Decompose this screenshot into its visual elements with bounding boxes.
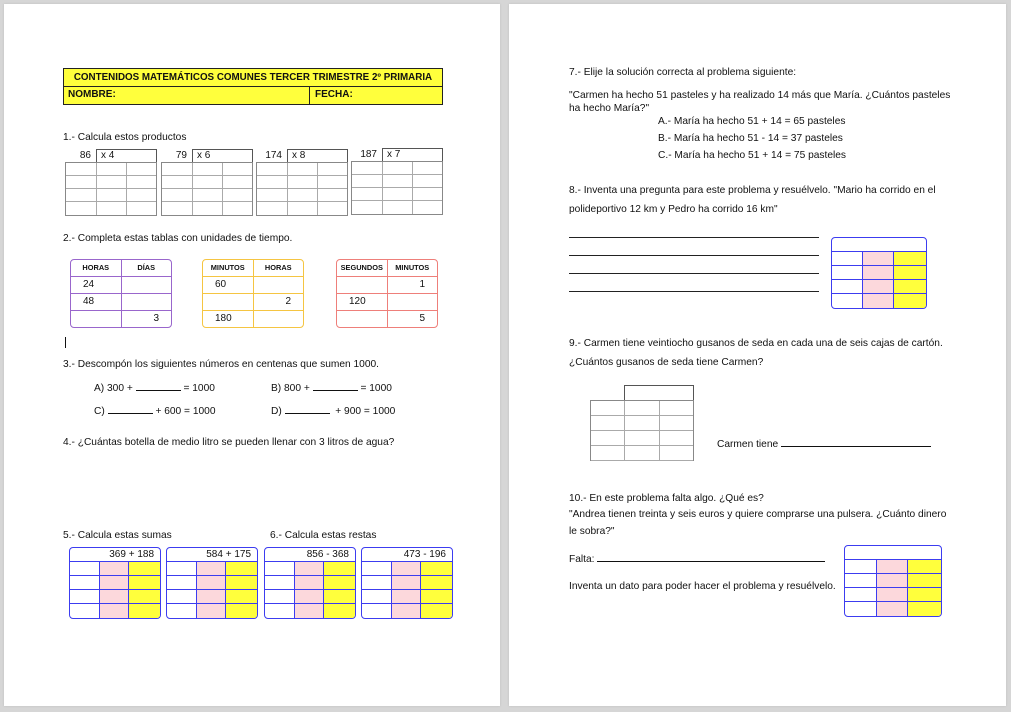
- grid-cell[interactable]: [421, 590, 452, 604]
- grid-cell[interactable]: [66, 163, 97, 176]
- grid-cell[interactable]: [288, 202, 318, 215]
- grid-cell[interactable]: [197, 604, 226, 618]
- grid-cell[interactable]: [863, 266, 894, 280]
- q10-missing[interactable]: Falta:: [569, 552, 825, 566]
- date-field[interactable]: FECHA:: [315, 89, 353, 100]
- grid-cell[interactable]: [127, 202, 156, 215]
- q10-problem-line2: le sobra?": [569, 526, 615, 537]
- grid-cell[interactable]: [392, 590, 421, 604]
- column-header: MINUTOS: [203, 260, 253, 276]
- q3-item-c[interactable]: C) + 600 = 1000: [94, 406, 216, 417]
- worksheet-page-2: [509, 4, 1006, 706]
- grid-cell[interactable]: [167, 576, 197, 590]
- table-cell[interactable]: 24: [71, 276, 121, 293]
- grid-cell[interactable]: [70, 576, 100, 590]
- grid-cell[interactable]: [625, 446, 660, 461]
- answer-line[interactable]: [569, 273, 819, 274]
- grid-cell[interactable]: [894, 280, 926, 294]
- grid-cell[interactable]: [193, 189, 223, 202]
- grid-cell[interactable]: [129, 604, 160, 618]
- grid-cell[interactable]: [66, 202, 97, 215]
- grid-cell[interactable]: [97, 163, 127, 176]
- grid-cell[interactable]: [845, 588, 877, 602]
- operation-label: 856 - 368: [265, 548, 355, 562]
- subtraction-grid[interactable]: [264, 547, 356, 619]
- grid-cell[interactable]: [324, 576, 355, 590]
- grid-cell[interactable]: [257, 202, 288, 215]
- table-cell[interactable]: 5: [387, 310, 437, 327]
- q1-title: 1.- Calcula estos productos: [63, 132, 187, 143]
- grid-cell[interactable]: [421, 562, 452, 576]
- table-cell[interactable]: [337, 276, 387, 293]
- grid-cell[interactable]: [908, 602, 941, 616]
- grid-cell[interactable]: [288, 176, 318, 189]
- grid-cell[interactable]: [66, 189, 97, 202]
- grid-cell[interactable]: [97, 202, 127, 215]
- grid-cell[interactable]: [832, 252, 863, 266]
- grid-cell[interactable]: [127, 176, 156, 189]
- q7-problem: "Carmen ha hecho 51 pasteles y ha realizado 14 más que María. ¿Cuántos pasteles ha hecho María?": [569, 90, 951, 114]
- grid-cell[interactable]: [591, 446, 625, 461]
- grid-cell[interactable]: [193, 202, 223, 215]
- grid-cell[interactable]: [100, 576, 129, 590]
- worksheet-page-1: [4, 4, 500, 706]
- answer-blank[interactable]: [108, 404, 153, 414]
- grid-cell[interactable]: [127, 163, 156, 176]
- grid-cell[interactable]: [100, 590, 129, 604]
- grid-cell[interactable]: [70, 590, 100, 604]
- grid-cell[interactable]: [257, 163, 288, 176]
- grid-cell[interactable]: [845, 574, 877, 588]
- subtraction-grid[interactable]: [361, 547, 453, 619]
- q7-option-c[interactable]: C.- María ha hecho 51 + 14 = 75 pasteles: [658, 150, 847, 161]
- q3-item-d[interactable]: D) + 900 = 1000: [271, 406, 396, 417]
- q3-title: 3.- Descompón los siguientes números en centenas que sumen 1000.: [63, 359, 380, 370]
- grid-cell[interactable]: [197, 576, 226, 590]
- grid-cell[interactable]: [257, 189, 288, 202]
- column-header: HORAS: [71, 260, 121, 276]
- table-cell[interactable]: [253, 310, 303, 327]
- multiplier: x 6: [192, 149, 253, 162]
- grid-cell[interactable]: [832, 294, 863, 308]
- time-table-hours-days[interactable]: [70, 259, 172, 328]
- grid-cell[interactable]: [226, 576, 257, 590]
- table-cell[interactable]: [121, 293, 171, 310]
- grid-cell[interactable]: [295, 604, 324, 618]
- table-cell[interactable]: [337, 310, 387, 327]
- grid-cell[interactable]: [908, 588, 941, 602]
- grid-cell[interactable]: [908, 560, 941, 574]
- grid-cell[interactable]: [877, 560, 908, 574]
- table-cell[interactable]: [253, 276, 303, 293]
- grid-cell[interactable]: [863, 294, 894, 308]
- time-table-seconds-minutes[interactable]: [336, 259, 438, 328]
- grid-cell[interactable]: [660, 401, 693, 416]
- grid-cell[interactable]: [70, 604, 100, 618]
- grid-cell[interactable]: [625, 401, 660, 416]
- grid-cell[interactable]: [591, 416, 625, 431]
- grid-cell[interactable]: [413, 201, 442, 214]
- grid-cell[interactable]: [877, 574, 908, 588]
- grid-cell[interactable]: [318, 176, 347, 189]
- column-header: SEGUNDOS: [337, 260, 387, 276]
- grid-cell[interactable]: [894, 252, 926, 266]
- grid-cell[interactable]: [863, 280, 894, 294]
- grid-cell[interactable]: [193, 176, 223, 189]
- grid-cell[interactable]: [894, 266, 926, 280]
- column-header: HORAS: [253, 260, 303, 276]
- grid-cell[interactable]: [591, 401, 625, 416]
- grid-cell[interactable]: [845, 602, 877, 616]
- table-cell[interactable]: 1: [387, 276, 437, 293]
- table-cell[interactable]: 48: [71, 293, 121, 310]
- grid-cell[interactable]: [167, 604, 197, 618]
- table-cell[interactable]: [387, 293, 437, 310]
- multiplication-grid[interactable]: [161, 149, 253, 216]
- operation-label: 584 + 175: [167, 548, 257, 562]
- q4-title: 4.- ¿Cuántas botella de medio litro se pueden llenar con 3 litros de agua?: [63, 437, 395, 448]
- q9-line1: 9.- Carmen tiene veintiocho gusanos de seda en cada una de seis cajas de cartón.: [569, 338, 943, 349]
- table-cell[interactable]: [203, 293, 253, 310]
- multiplier: x 8: [287, 149, 348, 162]
- grid-cell[interactable]: [392, 604, 421, 618]
- grid-cell[interactable]: [392, 576, 421, 590]
- header-table: [63, 68, 443, 105]
- grid-cell[interactable]: [318, 189, 347, 202]
- table-cell[interactable]: 2: [253, 293, 303, 310]
- q7-title: 7.- Elije la solución correcta al problema siguiente:: [569, 67, 797, 78]
- grid-cell[interactable]: [383, 175, 413, 188]
- grid-cell[interactable]: [591, 431, 625, 446]
- grid-cell[interactable]: [129, 576, 160, 590]
- grid-cell[interactable]: [162, 202, 193, 215]
- grid-cell[interactable]: [832, 280, 863, 294]
- grid-cell[interactable]: [162, 176, 193, 189]
- grid-cell[interactable]: [97, 176, 127, 189]
- grid-cell[interactable]: [318, 202, 347, 215]
- grid-cell[interactable]: [265, 576, 295, 590]
- grid-cell[interactable]: [362, 576, 392, 590]
- q7-option-b[interactable]: B.- María ha hecho 51 - 14 = 37 pasteles: [658, 133, 843, 144]
- answer-line[interactable]: [569, 237, 819, 238]
- grid-cell[interactable]: [318, 163, 347, 176]
- multiplication-grid[interactable]: [256, 149, 348, 216]
- operation-grid[interactable]: [831, 237, 927, 309]
- answer-line[interactable]: [569, 291, 819, 292]
- grid-cell[interactable]: [352, 201, 383, 214]
- grid-cell[interactable]: [324, 604, 355, 618]
- grid-cell[interactable]: [70, 562, 100, 576]
- grid-cell[interactable]: [167, 590, 197, 604]
- q9-line2: ¿Cuántos gusanos de seda tiene Carmen?: [569, 357, 764, 368]
- grid-cell[interactable]: [100, 562, 129, 576]
- time-table-minutes-hours[interactable]: [202, 259, 304, 328]
- grid-cell[interactable]: [845, 560, 877, 574]
- grid-cell[interactable]: [660, 446, 693, 461]
- operation-label: 473 - 196: [362, 548, 452, 562]
- table-cell[interactable]: [71, 310, 121, 327]
- grid-cell[interactable]: [223, 202, 252, 215]
- grid-cell[interactable]: [392, 562, 421, 576]
- q6-title: 6.- Calcula estas restas: [270, 530, 377, 541]
- q10-invent-text: Inventa un dato para poder hacer el problema y resuélvelo.: [569, 581, 836, 592]
- answer-blank[interactable]: [285, 404, 330, 414]
- grid-cell[interactable]: [832, 266, 863, 280]
- multiplication-grid[interactable]: [65, 149, 157, 216]
- grid-cell[interactable]: [413, 175, 442, 188]
- grid-cell[interactable]: [66, 176, 97, 189]
- grid-cell[interactable]: [894, 294, 926, 308]
- grid-cell[interactable]: [223, 176, 252, 189]
- grid-cell[interactable]: [288, 163, 318, 176]
- column-header: DÍAS: [121, 260, 171, 276]
- grid-cell[interactable]: [362, 604, 392, 618]
- answer-line[interactable]: [569, 255, 819, 256]
- grid-cell[interactable]: [223, 189, 252, 202]
- grid-cell[interactable]: [295, 576, 324, 590]
- q7-option-a[interactable]: A.- María ha hecho 51 + 14 = 65 pasteles: [658, 116, 846, 127]
- grid-cell[interactable]: [193, 163, 223, 176]
- table-cell[interactable]: 180: [203, 310, 253, 327]
- grid-cell[interactable]: [625, 431, 660, 446]
- grid-cell[interactable]: [226, 590, 257, 604]
- grid-cell[interactable]: [908, 574, 941, 588]
- multiplicand: 187: [360, 149, 377, 160]
- grid-cell[interactable]: [383, 162, 413, 175]
- grid-cell[interactable]: [352, 188, 383, 201]
- grid-cell[interactable]: [127, 189, 156, 202]
- grid-header-cell[interactable]: [845, 546, 941, 560]
- grid-cell[interactable]: [226, 604, 257, 618]
- grid-cell[interactable]: [223, 163, 252, 176]
- grid-cell[interactable]: [413, 162, 442, 175]
- grid-cell[interactable]: [129, 562, 160, 576]
- operation-grid[interactable]: [844, 545, 942, 617]
- grid-cell[interactable]: [877, 602, 908, 616]
- grid-header-cell[interactable]: [832, 238, 926, 252]
- addition-grid[interactable]: [166, 547, 258, 619]
- grid-cell[interactable]: [129, 590, 160, 604]
- grid-cell[interactable]: [660, 431, 693, 446]
- q2-title: 2.- Completa estas tablas con unidades de tiempo.: [63, 233, 293, 244]
- grid-cell[interactable]: [288, 189, 318, 202]
- q5-title: 5.- Calcula estas sumas: [63, 530, 172, 541]
- q3-item-b[interactable]: B) 800 + = 1000: [271, 383, 392, 394]
- text-cursor: [65, 337, 66, 348]
- grid-cell[interactable]: [97, 189, 127, 202]
- table-cell[interactable]: [121, 276, 171, 293]
- multiplicand: 79: [175, 150, 187, 161]
- grid-cell[interactable]: [162, 189, 193, 202]
- grid-cell[interactable]: [660, 416, 693, 431]
- grid-cell[interactable]: [383, 201, 413, 214]
- q8-title-line2: polideportivo 12 km y Pedro ha corrido 16 km": [569, 204, 778, 215]
- multiplier: x 4: [96, 149, 157, 162]
- answer-blank[interactable]: [313, 381, 358, 391]
- grid-cell[interactable]: [352, 162, 383, 175]
- multiplier: x 7: [382, 148, 443, 161]
- grid-cell[interactable]: [162, 163, 193, 176]
- answer-blank[interactable]: [136, 381, 181, 391]
- answer-blank[interactable]: [597, 552, 825, 562]
- q3-item-a[interactable]: A) 300 + = 1000: [94, 383, 215, 394]
- grid-cell[interactable]: [257, 176, 288, 189]
- grid-cell[interactable]: [295, 562, 324, 576]
- worksheet-title: CONTENIDOS MATEMÁTICOS COMUNES TERCER TRIMESTRE 2º PRIMARIA: [64, 69, 442, 87]
- grid-cell[interactable]: [421, 576, 452, 590]
- q9-answer[interactable]: Carmen tiene: [717, 437, 931, 451]
- grid-cell[interactable]: [324, 590, 355, 604]
- name-field[interactable]: NOMBRE:: [64, 87, 310, 104]
- grid-cell[interactable]: [421, 604, 452, 618]
- answer-blank[interactable]: [781, 437, 931, 447]
- grid-cell[interactable]: [362, 590, 392, 604]
- addition-grid[interactable]: [69, 547, 161, 619]
- grid-cell[interactable]: [265, 604, 295, 618]
- grid-cell[interactable]: [197, 590, 226, 604]
- grid-cell[interactable]: [413, 188, 442, 201]
- grid-cell[interactable]: [226, 562, 257, 576]
- operation-label: 369 + 188: [70, 548, 160, 562]
- grid-cell[interactable]: [324, 562, 355, 576]
- grid-cell[interactable]: [383, 188, 413, 201]
- grid-cell[interactable]: [197, 562, 226, 576]
- multiplicand: 86: [79, 150, 91, 161]
- q10-problem-line1: "Andrea tienen treinta y seis euros y quiere comprarse una pulsera. ¿Cuánto dinero: [569, 509, 947, 520]
- table-cell[interactable]: 60: [203, 276, 253, 293]
- grid-cell[interactable]: [352, 175, 383, 188]
- grid-cell[interactable]: [295, 590, 324, 604]
- grid-cell[interactable]: [265, 562, 295, 576]
- grid-cell[interactable]: [167, 562, 197, 576]
- multiplicand: 174: [265, 150, 282, 161]
- table-cell[interactable]: 120: [337, 293, 387, 310]
- grid-cell[interactable]: [625, 416, 660, 431]
- grid-header-cell[interactable]: [624, 385, 694, 400]
- grid-cell[interactable]: [362, 562, 392, 576]
- multiplication-grid[interactable]: [351, 148, 443, 215]
- grid-cell[interactable]: [863, 252, 894, 266]
- column-header: MINUTOS: [387, 260, 437, 276]
- grid-cell[interactable]: [100, 604, 129, 618]
- table-cell[interactable]: 3: [121, 310, 171, 327]
- q10-title: 10.- En este problema falta algo. ¿Qué es?: [569, 493, 764, 504]
- grid-cell[interactable]: [265, 590, 295, 604]
- q8-title-line1: 8.- Inventa una pregunta para este problema y resuélvelo. "Mario ha corrido en el: [569, 185, 936, 196]
- grid-cell[interactable]: [877, 588, 908, 602]
